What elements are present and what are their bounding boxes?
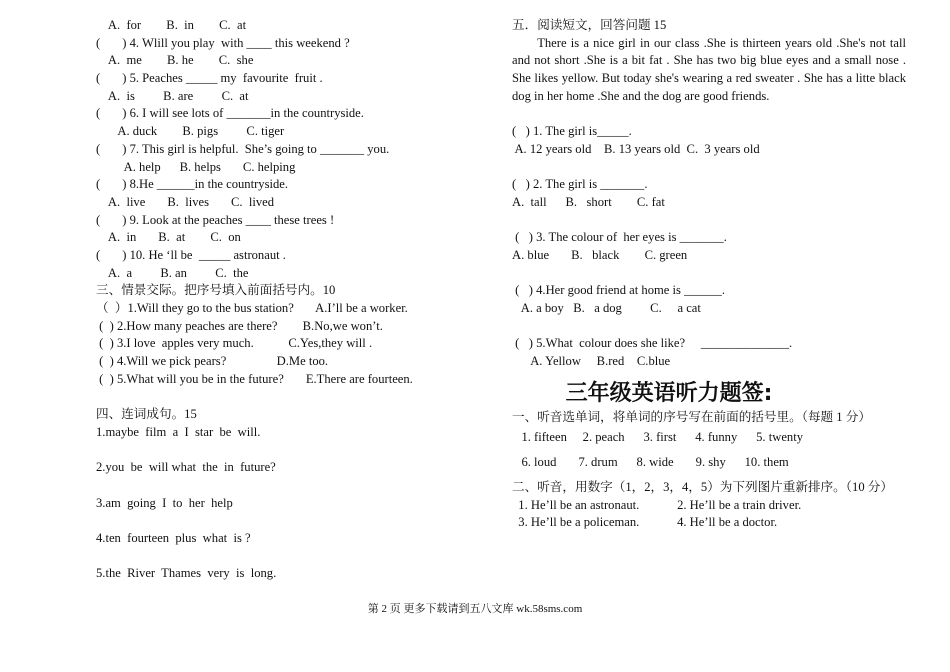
left-line: ( ) 4. Wlill you play with ____ this weekend ? bbox=[96, 35, 350, 50]
left-line: A. live B. lives C. lived bbox=[96, 194, 275, 209]
listening-part2-title: 二、听音，用数字（1，2，3，4，5）为下列图片重新排序。（10 分） bbox=[512, 479, 893, 494]
blank-line bbox=[96, 512, 496, 530]
left-line: 1.maybe film a I star be will. bbox=[96, 424, 261, 439]
left-line: （ ）1.Will they go to the bus station? A.I’ll be a worker. bbox=[96, 301, 408, 315]
question-4-options: A. a boy B. a dog C. a cat bbox=[512, 301, 701, 316]
listening-part1-row1: 1. fifteen 2. peach 3. first 4. funny 5. twenty bbox=[512, 429, 803, 444]
left-line: ( ) 4.Will we pick pears? D.Me too. bbox=[96, 354, 329, 369]
blank-line bbox=[96, 477, 496, 495]
left-line: ( ) 6. I will see lots of _______in the countryside. bbox=[96, 106, 364, 121]
blank-line bbox=[96, 388, 496, 406]
left-line: 2.you be will what the in future? bbox=[96, 460, 276, 475]
question-5: ( ) 5.What colour does she like? ______________. bbox=[512, 336, 793, 351]
right-column bbox=[512, 17, 906, 532]
left-line: ( ) 8.He ______in the countryside. bbox=[96, 177, 289, 192]
question-4: ( ) 4.Her good friend at home is ______. bbox=[512, 283, 725, 298]
listening-part1-row2: 6. loud 7. drum 8. wide 9. shy 10. them bbox=[512, 455, 789, 470]
left-line: 四、连词成句。15 bbox=[96, 407, 197, 422]
listening-part1-title: 一、听音选单词，将单词的序号写在前面的括号里。（每题 1 分） bbox=[512, 409, 871, 424]
blank-line bbox=[96, 442, 496, 460]
question-2: ( ) 2. The girl is _______. bbox=[512, 177, 648, 192]
question-3-options: A. blue B. black C. green bbox=[512, 248, 688, 262]
question-1: ( ) 1. The girl is_____. bbox=[512, 124, 632, 139]
blank-line bbox=[96, 548, 496, 566]
listening-title: 三年级英语听力题签: bbox=[512, 380, 773, 406]
question-2-options: A. tall B. short C. fat bbox=[512, 194, 665, 209]
left-line: 4.ten fourteen plus what is ? bbox=[96, 530, 251, 545]
page-footer: 第 2 页 更多下载请到五八文库 wk.58sms.com bbox=[367, 603, 583, 615]
left-line: A. a B. an C. the bbox=[96, 265, 249, 280]
question-1-options: A. 12 years old B. 13 years old C. 3 years old bbox=[512, 141, 760, 156]
listening-part2-row2: 3. He’ll be a policeman. 4. He’ll be a doctor. bbox=[512, 515, 778, 530]
left-line: ( ) 7. This girl is helpful. She’s going to _______ you. bbox=[96, 141, 390, 156]
left-line: ( ) 3.I love apples very much. C.Yes,they will . bbox=[96, 336, 373, 351]
left-line: ( ) 9. Look at the peaches ____ these trees ! bbox=[96, 212, 335, 227]
left-line: ( ) 2.How many peaches are there? B.No,we won’t. bbox=[96, 318, 383, 333]
left-line: ( ) 5.What will you be in the future? E.There are fourteen. bbox=[96, 371, 413, 386]
left-line: A. for B. in C. at bbox=[96, 18, 247, 32]
section5-title: 五．阅读短文，回答问题 15 bbox=[512, 18, 667, 32]
listening-part2-row1: 1. He’ll be an astronaut. 2. He’ll be a train driver. bbox=[512, 497, 802, 512]
left-line: A. me B. he C. she bbox=[96, 53, 254, 68]
question-3: ( ) 3. The colour of her eyes is _______. bbox=[512, 230, 727, 245]
left-line: ( ) 10. He ‘ll be _____ astronaut . bbox=[96, 247, 286, 262]
left-column bbox=[96, 17, 496, 583]
left-line: A. help B. helps C. helping bbox=[96, 159, 296, 174]
left-line: 三、情景交际。把序号填入前面括号内。10 bbox=[96, 283, 336, 298]
left-line: ( ) 5. Peaches _____ my favourite fruit . bbox=[96, 71, 323, 86]
left-line: A. in B. at C. on bbox=[96, 230, 241, 245]
left-line: 5.the River Thames very is long. bbox=[96, 566, 277, 581]
question-5-options: A. Yellow B.red C.blue bbox=[512, 354, 671, 369]
left-line: 3.am going I to her help bbox=[96, 495, 233, 510]
left-line: A. duck B. pigs C. tiger bbox=[96, 124, 285, 139]
left-line: A. is B. are C. at bbox=[96, 88, 249, 103]
reading-passage: There is a nice girl in our class .She is thirteen years old .She's not tall and not short .She is a bit fat . She has two big blue eyes and a small nose . She likes yellow. But today she's wearing a red sweater . She has a litte black dog in her home .She and the dog are good friends. bbox=[512, 35, 906, 103]
